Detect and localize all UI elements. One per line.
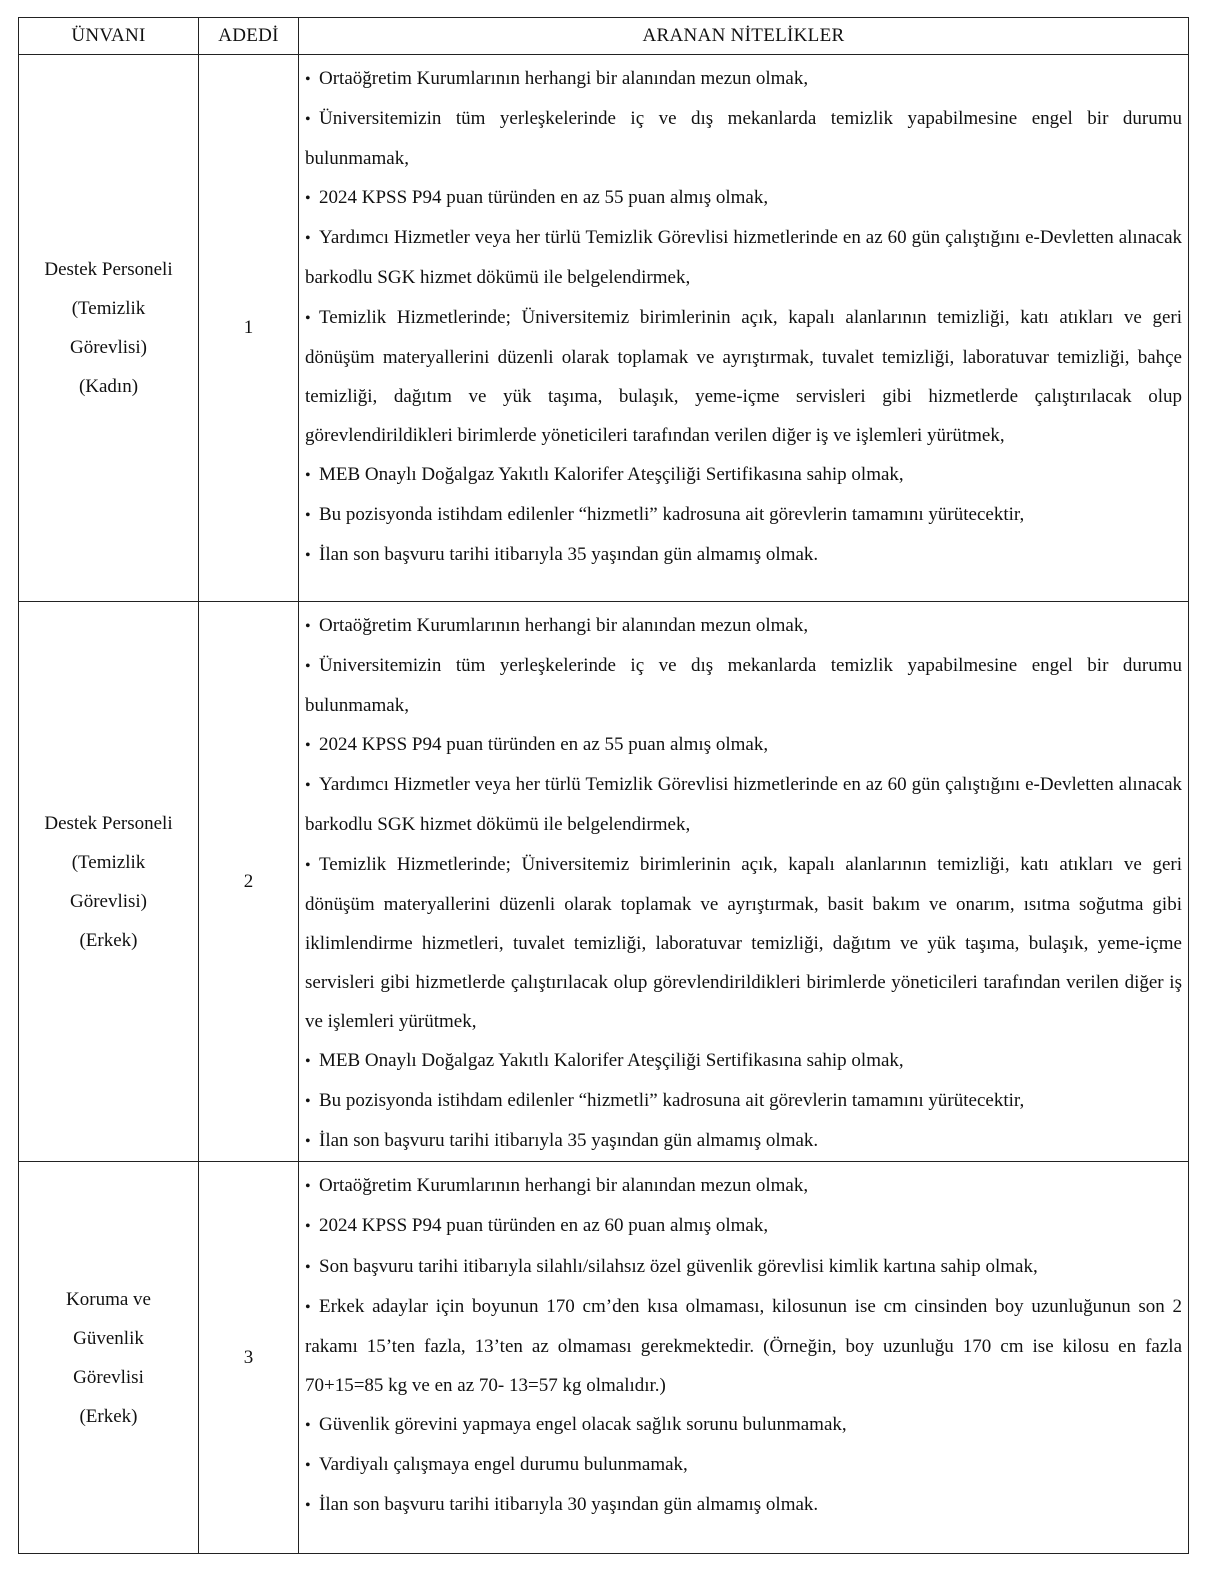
requirement-item xyxy=(305,606,1182,646)
bullet-icon: • xyxy=(305,507,311,525)
requirement-item xyxy=(305,725,1182,765)
header-title: ÜNVANI xyxy=(19,18,199,55)
requirement-text: Ortaöğretim Kurumlarının herhangi bir alanından mezun olmak, xyxy=(319,68,809,89)
requirement-text: MEB Onaylı Doğalgaz Yakıtlı Kalorifer Ateşçiliği Sertifikasına sahip olmak, xyxy=(319,463,904,485)
bullet-icon: • xyxy=(305,111,311,129)
bullet-icon: • xyxy=(305,1416,311,1434)
position-title-line: (Temizlik xyxy=(71,851,146,873)
requirement-item xyxy=(305,1287,1182,1405)
bullet-icon: • xyxy=(305,1093,311,1111)
requirement-text: Ortaöğretim Kurumlarının herhangi bir alanından mezun olmak, xyxy=(319,615,809,636)
table-row xyxy=(19,602,1189,1162)
position-title-line: Koruma ve xyxy=(66,1288,151,1310)
bullet-icon: • xyxy=(305,618,311,635)
position-title-line: (Temizlik xyxy=(71,298,146,319)
bullet-icon: • xyxy=(305,309,311,327)
position-title-line: (Kadın) xyxy=(78,376,139,397)
requirement-text: MEB Onaylı Doğalgaz Yakıtlı Kalorifer Ateşçiliği Sertifikasına sahip olmak, xyxy=(319,1050,904,1072)
requirement-item xyxy=(305,1247,1182,1287)
requirement-item xyxy=(305,765,1182,844)
requirement-text: Yardımcı Hizmetler veya her türlü Temizlik Görevlisi hizmetlerinde en az 60 gün çalıştığını e-Devletten alınacak barkodlu SGK hizmet dökümü ile belgelendirmek, xyxy=(305,774,1182,836)
requirement-item xyxy=(305,845,1182,1041)
position-count: 2 xyxy=(199,602,299,1162)
requirement-text: Erkek adaylar için boyunun 170 cm’den kısa olmaması, kilosunun ise cm cinsinden boy uzunluğunun son 2 rakamı 15’ten fazla, 13’ten az olmaması gerekmektedir. (Örneğin, boy uzunluğu 170 cm ise kilosu en fazla 70+15=85 kg ve en az 70- 13=57 kg olmalıdır.) xyxy=(305,1295,1182,1396)
table-row xyxy=(19,55,1189,602)
requirement-text: 2024 KPSS P94 puan türünden en az 60 puan almış olmak, xyxy=(319,1215,769,1237)
requirement-text: Yardımcı Hizmetler veya her türlü Temizlik Görevlisi hizmetlerinde en az 60 gün çalıştığını e-Devletten alınacak barkodlu SGK hizmet dökümü ile belgelendirmek, xyxy=(305,227,1182,289)
position-title xyxy=(19,55,199,602)
requirement-text: Güvenlik görevini yapmaya engel olacak sağlık sorunu bulunmamak, xyxy=(319,1413,847,1435)
requirement-text: İlan son başvuru tarihi itibarıyla 30 yaşından gün almamış olmak. xyxy=(319,1494,819,1516)
position-title xyxy=(19,602,199,1162)
requirement-text: 2024 KPSS P94 puan türünden en az 55 puan almış olmak, xyxy=(319,734,769,756)
position-title-line: Destek Personeli xyxy=(44,259,173,280)
requirement-item xyxy=(305,99,1182,178)
requirement-text: İlan son başvuru tarihi itibarıyla 35 yaşından gün almamış olmak. xyxy=(319,1130,819,1152)
bullet-icon: • xyxy=(305,1298,311,1316)
requirement-text: Bu pozisyonda istihdam edilenler “hizmetli” kadrosuna ait görevlerin tamamını yürütecektir, xyxy=(319,504,1025,526)
requirement-item xyxy=(305,298,1182,455)
requirement-item xyxy=(305,178,1182,218)
header-requirements: ARANAN NİTELİKLER xyxy=(299,18,1189,55)
requirement-text: Temizlik Hizmetlerinde; Üniversitemiz birimlerinin açık, kapalı alanlarının temizliği, katı atıkları ve geri dönüşüm materyallerini düzenli olarak toplamak ve ayrıştırmak, basit bakım ve onarım, ısıtma soğutma gibi iklimlendirme hizmetleri, tuvalet temizliği, laboratuvar temizliği, dağıtım ve yük taşıma, bulaşık, yeme-içme servisleri gibi hizmetlerde çalıştırılacak olup görevlendirildikleri birimlerde yöneticileri tarafından verilen diğer iş ve işlemleri yürütmek, xyxy=(305,853,1182,1032)
requirement-text: Üniversitemizin tüm yerleşkelerinde iç ve dış mekanlarda temizlik yapabilmesine engel bir durumu bulunmamak, xyxy=(305,108,1182,170)
requirements-table xyxy=(18,17,1189,1554)
position-title-line: Görevlisi) xyxy=(69,890,148,912)
requirement-item xyxy=(305,59,1182,99)
requirement-item xyxy=(305,1166,1182,1206)
bullet-icon: • xyxy=(305,856,311,874)
requirement-item xyxy=(305,1206,1182,1246)
requirements-list xyxy=(299,602,1189,1162)
requirement-item xyxy=(305,1405,1182,1445)
bullet-icon: • xyxy=(305,1497,311,1515)
position-count: 3 xyxy=(199,1162,299,1554)
requirement-item xyxy=(305,455,1182,495)
position-title-line: Görevlisi) xyxy=(69,337,148,358)
header-count: ADEDİ xyxy=(199,18,299,55)
requirement-text: Ortaöğretim Kurumlarının herhangi bir alanından mezun olmak, xyxy=(319,1175,809,1197)
table-row xyxy=(19,1162,1189,1554)
bullet-icon: • xyxy=(305,658,311,676)
header-row xyxy=(19,18,1189,55)
bullet-icon: • xyxy=(305,466,311,484)
requirement-item xyxy=(305,1041,1182,1081)
position-title xyxy=(19,1162,199,1554)
bullet-icon: • xyxy=(305,71,311,88)
position-title-line: (Erkek) xyxy=(79,929,138,951)
requirement-item xyxy=(305,495,1182,535)
bullet-icon: • xyxy=(305,1456,311,1474)
requirement-item xyxy=(305,646,1182,725)
bullet-icon: • xyxy=(305,1218,311,1236)
bullet-icon: • xyxy=(305,547,311,565)
requirement-item xyxy=(305,1121,1182,1161)
requirement-item xyxy=(305,218,1182,297)
position-title-line: Destek Personeli xyxy=(44,812,173,834)
requirement-text: Vardiyalı çalışmaya engel durumu bulunmamak, xyxy=(319,1453,688,1475)
requirement-item xyxy=(305,1485,1182,1525)
bullet-icon: • xyxy=(305,190,311,208)
requirement-item xyxy=(305,1445,1182,1485)
bullet-icon: • xyxy=(305,1178,311,1196)
requirement-item xyxy=(305,1081,1182,1121)
requirement-text: 2024 KPSS P94 puan türünden en az 55 puan almış olmak, xyxy=(319,187,769,209)
requirement-text: Son başvuru tarihi itibarıyla silahlı/silahsız özel güvenlik görevlisi kimlik kartına sahip olmak, xyxy=(319,1255,1038,1277)
requirement-text: İlan son başvuru tarihi itibarıyla 35 yaşından gün almamış olmak. xyxy=(319,544,819,566)
bullet-icon: • xyxy=(305,1258,311,1276)
bullet-icon: • xyxy=(305,1133,311,1151)
position-count: 1 xyxy=(199,55,299,602)
position-title-line: Güvenlik xyxy=(73,1327,144,1349)
requirement-text: Temizlik Hizmetlerinde; Üniversitemiz birimlerinin açık, kapalı alanlarının temizliği, katı atıkları ve geri dönüşüm materyallerini düzenli olarak toplamak ve ayrıştırmak, tuvalet temizliği, laboratuvar temizliği, bahçe temizliği, dağıtım ve yük taşıma, bulaşık, yeme-içme servisleri gibi hizmetlerde çalıştırılacak olup görevlendirildikleri birimlerde yöneticileri tarafından verilen diğer iş ve işlemleri yürütmek, xyxy=(305,306,1182,446)
requirements-list xyxy=(299,1162,1189,1554)
position-title-line: Görevlisi xyxy=(73,1366,144,1388)
bullet-icon: • xyxy=(305,737,311,755)
requirements-list xyxy=(299,55,1189,602)
requirement-item xyxy=(305,535,1182,575)
bullet-icon: • xyxy=(305,1053,311,1071)
requirement-text: Üniversitemizin tüm yerleşkelerinde iç ve dış mekanlarda temizlik yapabilmesine engel bir durumu bulunmamak, xyxy=(305,655,1182,717)
bullet-icon: • xyxy=(305,230,311,248)
requirement-text: Bu pozisyonda istihdam edilenler “hizmetli” kadrosuna ait görevlerin tamamını yürütecektir, xyxy=(319,1090,1025,1112)
bullet-icon: • xyxy=(305,777,311,795)
position-title-line: (Erkek) xyxy=(79,1405,138,1427)
